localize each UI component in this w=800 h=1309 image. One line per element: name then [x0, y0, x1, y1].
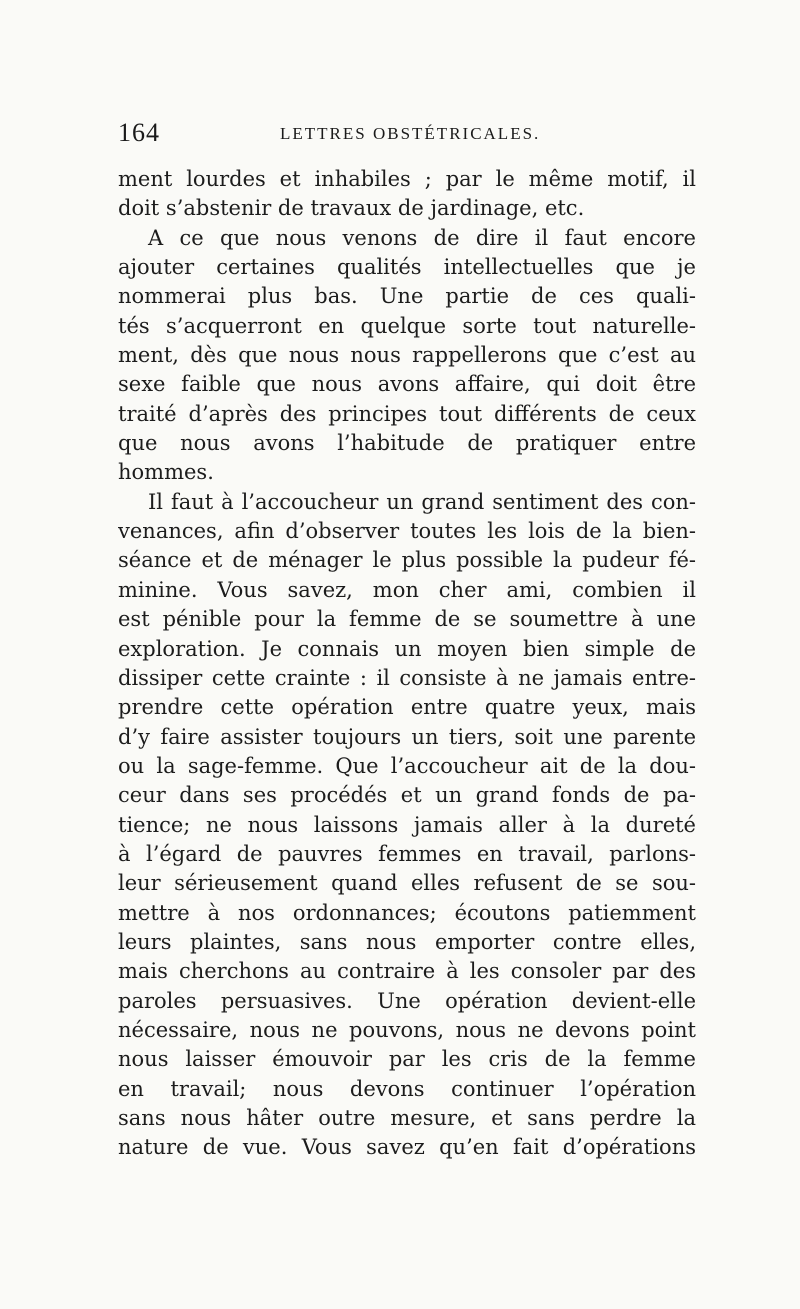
- text-line: d’y faire assister toujours un tiers, soit une parente: [118, 724, 696, 749]
- text-line: mais cherchons au contraire à les consoler par des: [118, 959, 696, 984]
- text-line: Il faut à l’accoucheur un grand sentiment des con-: [148, 489, 696, 514]
- body-text: [118, 165, 696, 1163]
- text-line: nommerai plus bas. Une partie de ces quali-: [118, 284, 696, 309]
- text-line: séance et de ménager le plus possible la pudeur fé-: [118, 548, 696, 573]
- text-line: leur sérieusement quand elles refusent de se sou-: [118, 871, 696, 896]
- text-line: doit s’abstenir de travaux de jardinage, etc.: [118, 196, 585, 221]
- text-line: sans nous hâter outre mesure, et sans perdre la: [118, 1106, 696, 1130]
- text-line: venances, afin d’observer toutes les lois de la bien-: [118, 519, 696, 544]
- page-number: 164: [118, 118, 160, 147]
- text-line: à l’égard de pauvres femmes en travail, parlons-: [118, 841, 696, 866]
- text-line: ajouter certaines qualités intellectuelles que je: [118, 255, 696, 280]
- text-line: mettre à nos ordonnances; écoutons patiemment: [118, 900, 696, 925]
- page-header: [118, 118, 698, 152]
- text-line: exploration. Je connais un moyen bien simple de: [118, 636, 696, 661]
- text-line: prendre cette opération entre quatre yeux, mais: [118, 695, 696, 720]
- text-line: ment lourdes et inhabiles ; par le même motif, il: [118, 167, 696, 191]
- running-title: LETTRES OBSTÉTRICALES.: [280, 124, 541, 143]
- text-line: ou la sage-femme. Que l’accoucheur ait de la dou-: [118, 753, 696, 778]
- text-line: traité d’après des principes tout différents de ceux: [118, 401, 696, 426]
- text-line: tés s’acquerront en quelque sorte tout naturelle-: [118, 313, 696, 338]
- text-line: A ce que nous venons de dire il faut encore: [148, 225, 696, 250]
- text-line: dissiper cette crainte : il consiste à ne jamais entre-: [118, 665, 696, 690]
- text-line: leurs plaintes, sans nous emporter contre elles,: [118, 929, 696, 954]
- text-line: ceur dans ses procédés et un grand fonds de pa-: [118, 783, 696, 808]
- text-line: minine. Vous savez, mon cher ami, combien il: [118, 577, 696, 602]
- text-line: paroles persuasives. Une opération devient-elle: [118, 988, 696, 1013]
- text-line: nécessaire, nous ne pouvons, nous ne devons point: [118, 1017, 696, 1042]
- text-line: nature de vue. Vous savez qu’en fait d’opérations: [118, 1135, 696, 1160]
- text-line: en travail; nous devons continuer l’opération: [118, 1076, 696, 1101]
- text-line: que nous avons l’habitude de pratiquer entre: [118, 431, 696, 456]
- text-line: nous laisser émouvoir par les cris de la femme: [118, 1047, 696, 1072]
- text-line: tience; ne nous laissons jamais aller à la dureté: [118, 812, 696, 837]
- text-line: sexe faible que nous avons affaire, qui doit être: [118, 372, 696, 397]
- text-line: est pénible pour la femme de se soumettre à une: [118, 607, 696, 632]
- text-line: hommes.: [118, 460, 214, 485]
- text-line: ment, dès que nous nous rappellerons que c’est au: [118, 343, 696, 368]
